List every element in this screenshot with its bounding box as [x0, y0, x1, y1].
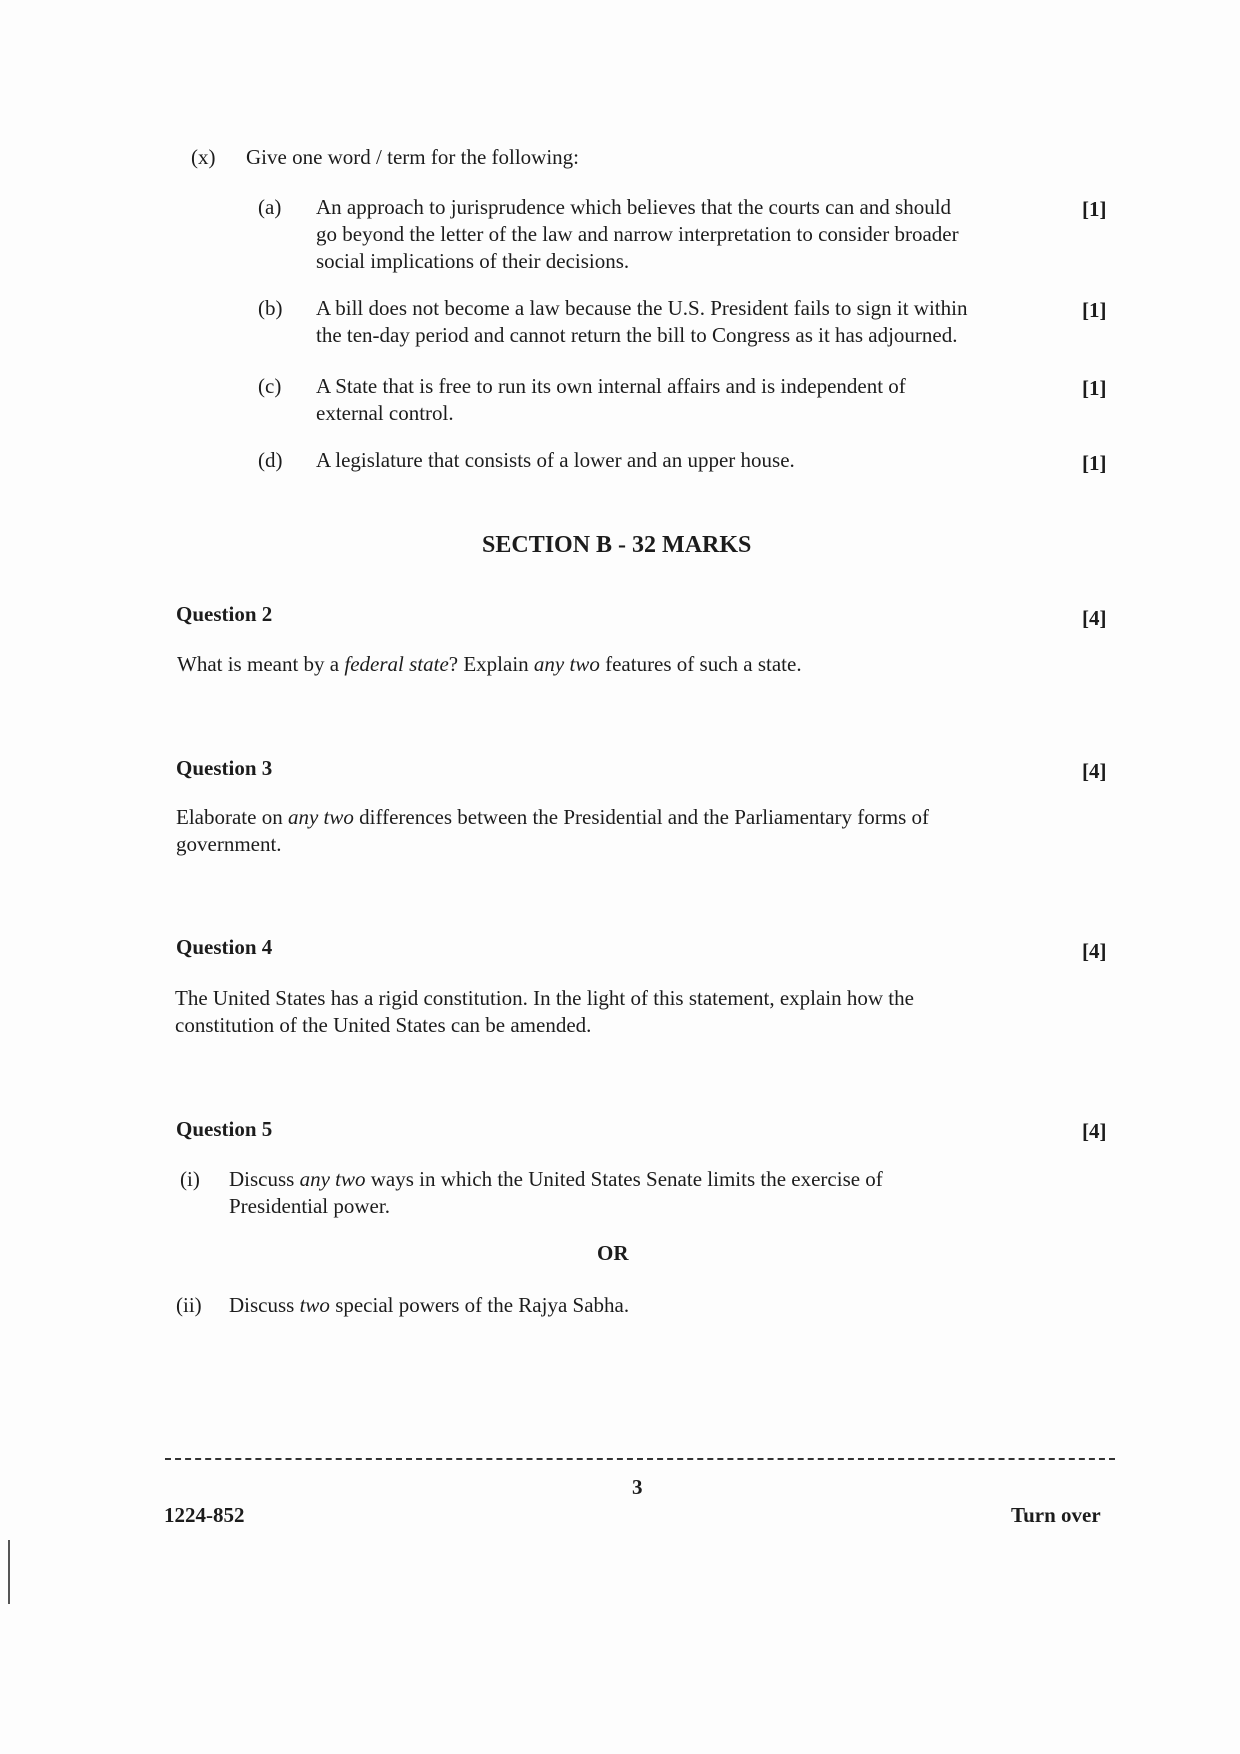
question-4-marks: [4]	[1082, 939, 1107, 963]
part-d-line-1: A legislature that consists of a lower and an upper house.	[316, 448, 795, 472]
part-a-line-2: go beyond the letter of the law and narrow interpretation to consider broader	[316, 222, 959, 246]
part-c-text	[316, 373, 1060, 427]
part-a-line-3: social implications of their decisions.	[316, 249, 630, 273]
question-3-text-em1: any two	[287, 805, 354, 829]
question-5-option-ii-pre: Discuss	[229, 1293, 300, 1317]
part-b-text	[316, 295, 1060, 349]
question-3-heading: Question 3	[176, 756, 273, 780]
question-4-line-2: constitution of the United States can be amended.	[175, 1013, 592, 1037]
part-b-line-1: A bill does not become a law because the U.S. President fails to sign it within	[316, 296, 968, 320]
part-b-line-2: the ten-day period and cannot return the bill to Congress as it has adjourned.	[316, 323, 958, 347]
part-d-text	[316, 447, 1060, 474]
question-5-option-ii-post: special powers of the Rajya Sabha.	[329, 1293, 630, 1317]
part-a-marks: [1]	[1082, 197, 1107, 221]
part-c-line-2: external control.	[316, 401, 454, 425]
question-4-text	[175, 985, 1065, 1039]
part-c-label: (c)	[258, 374, 282, 398]
page-number: 3	[632, 1475, 643, 1499]
part-b-marks: [1]	[1082, 298, 1107, 322]
part-c-marks: [1]	[1082, 376, 1107, 400]
question-5-option-i-pre: Discuss	[229, 1167, 300, 1191]
question-x-stem: Give one word / term for the following:	[246, 145, 580, 169]
part-d-label: (d)	[258, 448, 283, 472]
question-5-option-i-line-2: Presidential power.	[229, 1194, 390, 1218]
question-3-text	[176, 804, 1066, 858]
part-c-line-1: A State that is free to run its own internal affairs and is independent of	[316, 374, 906, 398]
question-x-number: (x)	[191, 145, 216, 169]
question-5-option-i-em: any two	[299, 1167, 366, 1191]
question-5-option-i-line-1	[229, 1166, 1057, 1193]
paper-code: 1224-852	[164, 1503, 245, 1527]
question-3-marks: [4]	[1082, 759, 1107, 783]
question-3-line-2: government.	[176, 832, 282, 856]
part-a-label: (a)	[258, 195, 282, 219]
scan-edge-mark	[8, 1540, 10, 1604]
question-2-text-post: features of such a state.	[599, 652, 802, 676]
question-5-option-i-label: (i)	[180, 1167, 200, 1191]
question-3-line-1	[176, 804, 1066, 831]
question-2-text-pre: What is meant by a	[177, 652, 345, 676]
question-2-text-em2: any two	[533, 652, 600, 676]
turn-over-label: Turn over	[1011, 1503, 1101, 1527]
or-label: OR	[597, 1241, 629, 1265]
question-4-line-1: The United States has a rigid constitution. In the light of this statement, explain how the	[175, 986, 914, 1010]
part-a-text	[316, 194, 1060, 275]
question-2-text	[177, 651, 1067, 678]
question-3-text-pre: Elaborate on	[176, 805, 288, 829]
part-b-label: (b)	[258, 296, 283, 320]
part-d-marks: [1]	[1082, 451, 1107, 475]
question-2-marks: [4]	[1082, 606, 1107, 630]
question-5-option-i-text	[229, 1166, 1057, 1220]
question-5-option-i-line1-post: ways in which the United States Senate limits the exercise of	[365, 1167, 883, 1191]
question-3-text-line1-post: differences between the Presidential and the Parliamentary forms of	[353, 805, 930, 829]
question-4-heading: Question 4	[176, 935, 273, 959]
footer-dashed-rule	[165, 1458, 1115, 1460]
question-5-option-ii-label: (ii)	[176, 1293, 202, 1317]
question-5-marks: [4]	[1082, 1119, 1107, 1143]
question-2-text-em1: federal state	[344, 652, 449, 676]
question-2-text-mid: ? Explain	[448, 652, 534, 676]
question-5-option-ii-em: two	[299, 1293, 330, 1317]
section-title: SECTION B - 32 MARKS	[482, 532, 752, 558]
question-2-heading: Question 2	[176, 602, 273, 626]
question-5-option-ii-text	[229, 1292, 629, 1319]
part-a-line-1: An approach to jurisprudence which believes that the courts can and should	[316, 195, 952, 219]
question-5-heading: Question 5	[176, 1117, 273, 1141]
